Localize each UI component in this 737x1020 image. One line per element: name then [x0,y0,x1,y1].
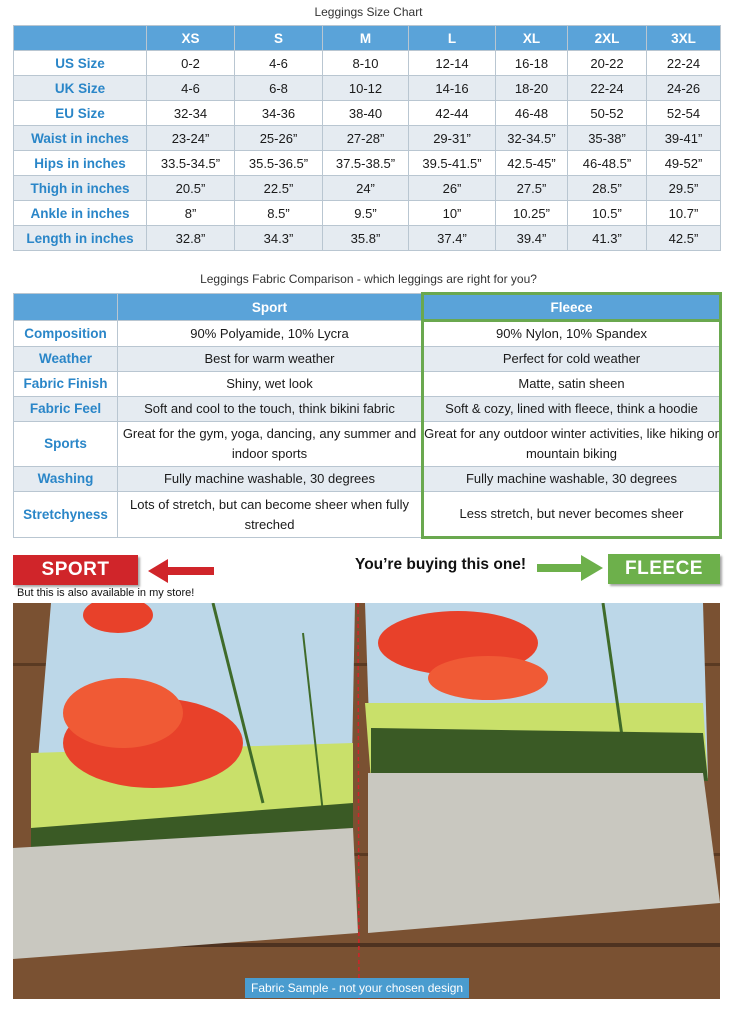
fabric-row [14,492,721,538]
size-row-label: UK Size [14,76,147,101]
fabric-sport-cell: Soft and cool to the touch, think bikini fabric [118,397,423,422]
fleece-badge: FLEECE [608,554,720,584]
arrow-right-icon [537,554,603,582]
fabric-header-fleece: Fleece [423,294,721,321]
fabric-fleece-cell: Less stretch, but never becomes sheer [423,492,721,538]
fabric-fleece-cell: Great for any outdoor winter activities, like hiking or mountain biking [423,422,721,467]
size-header-m: M [323,26,409,51]
fabric-sport-cell: Best for warm weather [118,347,423,372]
size-header-l: L [409,26,496,51]
size-header-2xl: 2XL [568,26,647,51]
size-cell: 34.3” [235,226,323,251]
size-cell: 42-44 [409,101,496,126]
size-header-xl: XL [496,26,568,51]
size-cell: 39.4” [496,226,568,251]
size-cell: 49-52” [647,151,721,176]
size-cell: 46-48 [496,101,568,126]
size-cell: 10.7” [647,201,721,226]
size-cell: 16-18 [496,51,568,76]
fabric-row [14,347,721,372]
size-row-label: Hips in inches [14,151,147,176]
size-cell: 39-41” [647,126,721,151]
size-cell: 6-8 [235,76,323,101]
fabric-row [14,372,721,397]
fabric-fleece-cell: Matte, satin sheen [423,372,721,397]
size-cell: 4-6 [235,51,323,76]
size-cell: 52-54 [647,101,721,126]
fabric-row-label: Fabric Feel [14,397,118,422]
fabric-row [14,397,721,422]
fabric-row-label: Fabric Finish [14,372,118,397]
size-cell: 35-38” [568,126,647,151]
size-row [14,226,721,251]
arrow-left-icon [148,558,214,584]
size-cell: 27-28” [323,126,409,151]
size-cell: 28.5” [568,176,647,201]
size-cell: 27.5” [496,176,568,201]
size-cell: 42.5-45” [496,151,568,176]
size-cell: 14-16 [409,76,496,101]
size-cell: 32-34 [147,101,235,126]
size-cell: 8” [147,201,235,226]
fabric-row-label: Stretchyness [14,492,118,538]
size-cell: 32.8” [147,226,235,251]
size-cell: 35.5-36.5” [235,151,323,176]
fabric-sport-cell: 90% Polyamide, 10% Lycra [118,321,423,347]
size-row-label: Ankle in inches [14,201,147,226]
fabric-row-label: Sports [14,422,118,467]
size-cell: 22-24 [647,51,721,76]
size-cell: 24-26 [647,76,721,101]
size-row-label: EU Size [14,101,147,126]
fabric-row [14,422,721,467]
size-cell: 9.5” [323,201,409,226]
fabric-header-row [14,294,721,321]
fabric-fleece-cell: Perfect for cold weather [423,347,721,372]
fabric-sport-cell: Fully machine washable, 30 degrees [118,467,423,492]
fabric-sport-cell: Great for the gym, yoga, dancing, any summer and indoor sports [118,422,423,467]
size-header-row [14,26,721,51]
size-cell: 20-22 [568,51,647,76]
fabric-sport-cell: Lots of stretch, but can become sheer when fully streched [118,492,423,538]
size-cell: 39.5-41.5” [409,151,496,176]
size-cell: 12-14 [409,51,496,76]
size-cell: 10” [409,201,496,226]
size-cell: 23-24” [147,126,235,151]
size-cell: 34-36 [235,101,323,126]
size-row [14,176,721,201]
fabric-sample-photo [13,603,720,999]
fabric-fleece-cell: 90% Nylon, 10% Spandex [423,321,721,347]
size-cell: 18-20 [496,76,568,101]
size-row-label: Waist in inches [14,126,147,151]
size-header-xs: XS [147,26,235,51]
size-cell: 22.5” [235,176,323,201]
size-row [14,126,721,151]
size-header-corner [14,26,147,51]
size-cell: 0-2 [147,51,235,76]
buying-this-one-text: You’re buying this one! [355,556,527,573]
size-row [14,101,721,126]
sport-availability-note: But this is also available in my store! [17,587,195,599]
size-cell: 10.5” [568,201,647,226]
fabric-header-corner [14,294,118,321]
size-cell: 35.8” [323,226,409,251]
size-cell: 29-31” [409,126,496,151]
size-cell: 4-6 [147,76,235,101]
size-cell: 10.25” [496,201,568,226]
photo-caption: Fabric Sample - not your chosen design [245,978,469,998]
size-cell: 24” [323,176,409,201]
fabric-header-sport: Sport [118,294,423,321]
fabric-comparison-table [13,292,722,539]
size-cell: 46-48.5” [568,151,647,176]
size-row [14,201,721,226]
size-cell: 38-40 [323,101,409,126]
fabric-row [14,467,721,492]
fabric-row-label: Composition [14,321,118,347]
size-chart-table [13,25,721,251]
size-cell: 10-12 [323,76,409,101]
size-cell: 22-24 [568,76,647,101]
fabric-comparison-caption: Leggings Fabric Comparison - which leggings are right for you? [200,272,537,286]
size-cell: 42.5” [647,226,721,251]
size-row-label: US Size [14,51,147,76]
size-cell: 37.4” [409,226,496,251]
sport-badge: SPORT [13,555,138,585]
fabric-sport-cell: Shiny, wet look [118,372,423,397]
size-cell: 25-26” [235,126,323,151]
size-cell: 8.5” [235,201,323,226]
fabric-fleece-cell: Fully machine washable, 30 degrees [423,467,721,492]
size-cell: 20.5” [147,176,235,201]
fabric-fleece-cell: Soft & cozy, lined with fleece, think a hoodie [423,397,721,422]
size-cell: 32-34.5” [496,126,568,151]
size-cell: 41.3” [568,226,647,251]
size-row [14,51,721,76]
fabric-row-label: Washing [14,467,118,492]
size-row [14,76,721,101]
size-row-label: Thigh in inches [14,176,147,201]
size-cell: 50-52 [568,101,647,126]
size-row-label: Length in inches [14,226,147,251]
size-header-3xl: 3XL [647,26,721,51]
size-header-s: S [235,26,323,51]
size-cell: 8-10 [323,51,409,76]
size-cell: 26” [409,176,496,201]
size-row [14,151,721,176]
size-cell: 37.5-38.5” [323,151,409,176]
fabric-row-label: Weather [14,347,118,372]
fabric-row [14,321,721,347]
size-chart-caption: Leggings Size Chart [314,5,423,19]
size-cell: 29.5” [647,176,721,201]
size-cell: 33.5-34.5” [147,151,235,176]
